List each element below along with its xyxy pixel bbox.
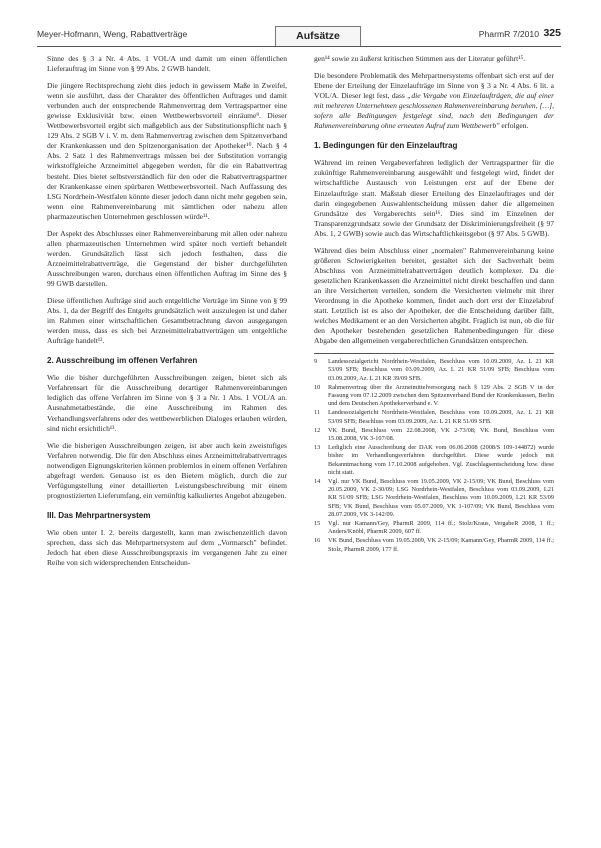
paragraph: Wie oben unter I. 2. bereits dargestellt, kann man zwischenzeitlich davon sprechen, dass sich das Mehrpartnersystem auf dem „Vormarsch" befindet. Jedoch hat eben diese Ausschreibungspraxis im vergangenen Jahr zu einer Reihe von sich widersprechenden Entscheidun- [47,527,287,568]
header-authors: Meyer-Hofmann, Weng, Rabattverträge [37,29,188,39]
footnote-number: 15 [314,520,321,528]
left-column [47,54,287,575]
footnote-number: 16 [314,537,321,545]
header-journal: PharmR 7/2010 [478,29,539,39]
paragraph: Wie die bisherigen Ausschreibungen zeigen, ist aber auch kein zweistufiges Verfahren notwendig. Die für den Abschluss eines Arzneimittelrabattvertrages notwendigen Eignungskriterien können problemlos in einem offenen Verfahren abgefragt werden. Genauso ist es den Bietern möglich, durch die zur Verfügungstellung einer detaillierten Leistungsbeschreibung mit einem prognostizierten Lieferumfang, ein vernünftig kalkuliertes Angebot abzugeben. [47,440,287,500]
footnote [314,409,554,425]
footnote-number: 10 [314,383,321,391]
section-heading: III. Das Mehrpartnersystem [47,510,151,520]
footnote-number: 12 [314,426,321,434]
footnote [314,520,554,536]
footnote-text: Landessozialgericht Nordrhein-Westfalen, Beschluss vom 10.09.2009, Az. L 21 KR 53/09 SFB; Beschluss vom 03.09.2009, Az. L 21 KR 51/09 SFB. [328,409,554,425]
footnote-text: Landessozialgericht Nordrhein-Westfalen, Beschluss vom 10.09.2009, Az. L 21 KR 53/09 SFB; Beschluss vom 03.09.2009, Az. L 21 KR 51/09 SFB; Beschluss vom 03.09.2009, Az. L 21 KR 39/09 SFB. [328,358,554,382]
paragraph: Während dies beim Abschluss einer „normalen" Rahmenvereinbarung keine größeren Schwierigkeiten bereitet, gestaltet sich der Sachverhalt beim Abschluss von Arzneimittelrabattverträgen deutlich komplexer. Da die gesetzlichen Krankenkassen die Arzneimittel nicht direkt beschaffen und dann an ihre Versicherten verteilen, sondern die Versicherten vielmehr mit ihrer Verordnung in die Apotheke kommen, findet auch dort erst der Einzelabruf statt. Letztlich ist es also der Apotheker, der die Entscheidung darüber fällt, welches Medikament er an den Versicherten abgibt. Fraglich ist nun, ob die für den Apotheker bestehenden gesetzlichen Rahmenbedingungen für diese Abgabe den allgemeinen vergaberechtlichen Grundsätzen entsprechen. [314,245,554,346]
footnote-text: VK Bund, Beschluss vom 22.08.2008, VK 2-73/08; VK Bund, Beschluss vom 15.08.2008, VK 3-107/08. [328,426,554,443]
footnote [314,358,554,383]
page-number: 325 [543,27,561,39]
quotation: „die Vergabe von Einzelaufträgen, die auf einer mit mehreren Unternehmen geschlossenen Rahmenvereinbarung beruhen, […], sofern alle Bedingungen festgelegt sind, nach den Bedingungen der Rahmenvereinbarung ohne erneuten Aufruf zum Wettbewerb" [314,91,555,131]
footnote [314,537,554,553]
running-header [37,26,561,47]
footnote [314,384,554,409]
text-run: Die besondere Problematik des Mehrpartnersystems offenbart sich erst auf der Ebene der Erteilung der Einzelaufträge im Sinne von § 3 a Nr. 4 Abs. 6 lit. a VOL/A. Dieser legt fest, dass [314,71,554,101]
section-heading: 2. Ausschreibung im offenen Verfahren [47,356,198,366]
footnote-number: 9 [314,358,318,366]
paragraph: gen¹⁴ sowie zu äußerst kritischen Stimmen aus der Literatur geführt¹⁵. [314,54,525,63]
header-section: Aufsätze [275,26,361,46]
footnote-text: Vgl. nur VK Bund, Beschluss vom 19.05.2009, VK 2-15/09; VK Bund, Beschluss vom 20.05.2009, VK 2-30/09; LSG Nordrhein-Westfalen, Beschluss vom 03.09.2009, L21 KR 51/09 SFB; LSG Nordrhein-Westfalen, Beschluss vom 10.09.2009, L21 KR 53/09 SFB; VK Bund, Beschluss vom 05.07.2009, VK 1-107/09; VK Bund, Beschluss vom 28.07.2009, VK 3-142/09. [328,478,554,518]
footnotes [314,353,554,554]
footnote [314,444,554,477]
right-column [314,54,554,555]
footnote [314,427,554,443]
footnote-number: 13 [314,444,321,452]
paragraph: Der Aspekt des Abschlusses einer Rahmenvereinbarung mit allen oder nahezu allen pharmazeutischen Unternehmen wird später noch vertieft behandelt werden. Grundsätzlich lässt sich jedoch festhalten, dass die Arzneimittelrabattverträge, die Gegenstand der bisher durchgeführten Ausschreibungen waren, durchaus einen öffentlichen Auftrag im Sinne des § 99 GWB darstellen. [47,228,287,288]
paragraph: Die jüngere Rechtsprechung zieht dies jedoch in gewissem Maße in Zweifel, wenn sie ausführt, dass der Charakter des öffentlichen Auftrages und damit verbunden auch der entsprechende Rahmenvertrag dem Vertragspartner eine gewisse Exklusivität bzw. einen Wettbewerbsvorteil einräume⁹. Dieser Wettbewerbsvorteil ergibt sich maßgeblich aus der Substitutionspflicht nach § 129 Abs. 2 SGB V i. V. m. dem Rahmenvertrag zwischen dem Spitzenverband der Krankenkassen und den Spitzenorganisation der Apotheker¹⁰. Nach § 4 Abs. 2 Satz 1 des Rahmenvertrags müssen bei der Substitution vorrangig wirkstoffgleiche Arzneimittel abgegeben werden, für die ein Rabattvertrag besteht. Dies bietet selbstverständlich für den oder die Rabattvertragspartner der Krankenkasse einen spürbaren Wettbewerbsvorteil. Nach Auffassung des LSG Nordrhein-Westfalen könnte dieser jedoch dann nicht mehr gegeben sein, wenn eine Rahmenvereinbarung mit sämtlichen oder nahezu allen pharmazeutischen Unternehmen geschlossen würde¹¹. [47,81,287,221]
paragraph: Wie die bisher durchgeführten Ausschreibungen zeigen, bietet sich als Verfahrensart für die Ausschreibung derartiger Rahmenvereinbarungen lediglich das offene Verfahren im Sinne von § 3 a Nr. 1 Abs. 1 VOL/A an. Ausnahmetatbestände, die eine Ausschreibung im Rahmen des Verhandlungsverfahrens oder des wettbewerblichen Dialoges erlauben würden, sind nicht ersichtlich¹³. [47,373,287,433]
footnote-text: VK Bund, Beschluss vom 19.05.2009, VK 2-15/09; Kamann/Gey, PharmR 2009, 114 ff.; Stolz, PharmR 2009, 177 ff. [328,537,554,553]
paragraph [314,71,554,131]
paragraph: Diese öffentlichen Aufträge sind auch entgeltliche Verträge im Sinne von § 99 Abs. 1, da der Begriff des Entgelts grundsätzlich weit auszulegen ist und daher im Rahmen einer wirtschaftlichen Gesamtbetrachtung davon ausgegangen werden muss, dass es sich bei Arzneimittelrabattverträgen um entgeltliche Aufträge handelt¹². [47,296,287,346]
footnote-number: 11 [314,409,321,417]
footnote-number: 14 [314,478,321,486]
section-heading: 1. Bedingungen für den Einzelauftrag [314,141,458,151]
footnote [314,478,554,519]
paragraph: Sinne des § 3 a Nr. 4 Abs. 1 VOL/A und damit um einen öffentlichen Lieferauftrag im Sinne von § 99 Abs. 2 GWB handelt. [47,54,287,74]
text-run: erfolgen. [499,121,529,131]
footnote-text: Rahmenvertrag über die Arzneimittelversorgung nach § 129 Abs. 2 SGB V in der Fassung vom 07.12.2009 zwischen dem Spitzenverband Bund der Krankenkassen, Berlin und dem Deutschen Apothekerverband e. V. [328,383,554,408]
paragraph: Während im reinen Vergabeverfahren lediglich der Vertragspartner für die zukünftige Rahmenvereinbarung ausgewählt und festgelegt wird, findet der wirtschaftliche Austausch von Leistungen erst auf der Ebene der Einzelaufträge statt. Maßstab dieser Erteilung des Einzelauftrages und der darin eingegebenen Auswahlentscheidung müssen daher die allgemeinen Grundsätze des Vergaberechts sein¹⁶. Dies sind im Einzelnen der Transparenzgrundsatz sowie der Grundsatz der Diskriminierungsfreiheit (§ 97 Abs. 1, 2 GWB) sowie auch das Wirtschaftlichkeitsgebot (§ 97 Abs. 5 GWB). [314,158,554,238]
footnote-text: Lediglich eine Ausschreibung der DAK vom 06.06.2008 (2008/S 109-144872) wurde bisher im Verhandlungsverfahren durchgeführt. Diese wurde jedoch mit Bekanntmachung vom 17.10.2008 aufgehoben. Vgl. Zuschlagsentscheidung bzw. diese nicht statt. [328,444,554,476]
footnote-text: Vgl. nur Kamann/Gey, PharmR 2009, 114 ff.; Stolz/Kraus, VergabeR 2008, 1 ff.; Anders/Knöbl, PharmR 2009, 607 ff. [328,520,554,536]
